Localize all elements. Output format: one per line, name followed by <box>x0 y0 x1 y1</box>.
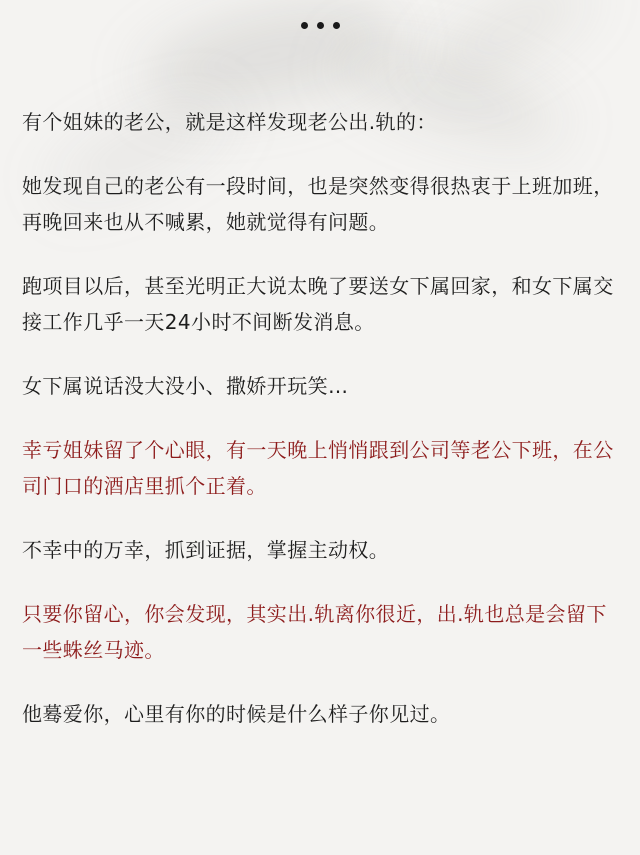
dot <box>317 22 324 29</box>
article-body <box>22 104 622 760</box>
paragraph-8: 他蓦爱你，心里有你的时候是什么样子你见过。 <box>22 702 451 726</box>
paragraph-1: 有个姐妹的老公，就是这样发现老公出.轨的： <box>22 110 437 134</box>
paragraph-5: 幸亏姐妹留了个心眼，有一天晚上悄悄跟到公司等老公下班，在公司门口的酒店里抓个正着。 <box>22 438 614 498</box>
paragraph-7: 只要你留心，你会发现，其实出.轨离你很近，出.轨也总是会留下一些蛛丝马迹。 <box>22 602 607 662</box>
paragraph-4: 女下属说话没大没小、撒娇开玩笑… <box>22 374 349 398</box>
paragraph-3: 跑项目以后，甚至光明正大说太晚了要送女下属回家，和女下属交接工作几乎一天24小时不间断发消息。 <box>22 274 614 334</box>
dot <box>333 22 340 29</box>
dot <box>301 22 308 29</box>
paragraph-6: 不幸中的万幸，抓到证据，掌握主动权。 <box>22 538 390 562</box>
leaf-shadow <box>417 0 603 101</box>
more-dots-icon[interactable] <box>0 22 640 29</box>
paragraph-2: 她发现自己的老公有一段时间，也是突然变得很热衷于上班加班，再晚回来也从不喊累，她就觉得有问题。 <box>22 174 614 234</box>
